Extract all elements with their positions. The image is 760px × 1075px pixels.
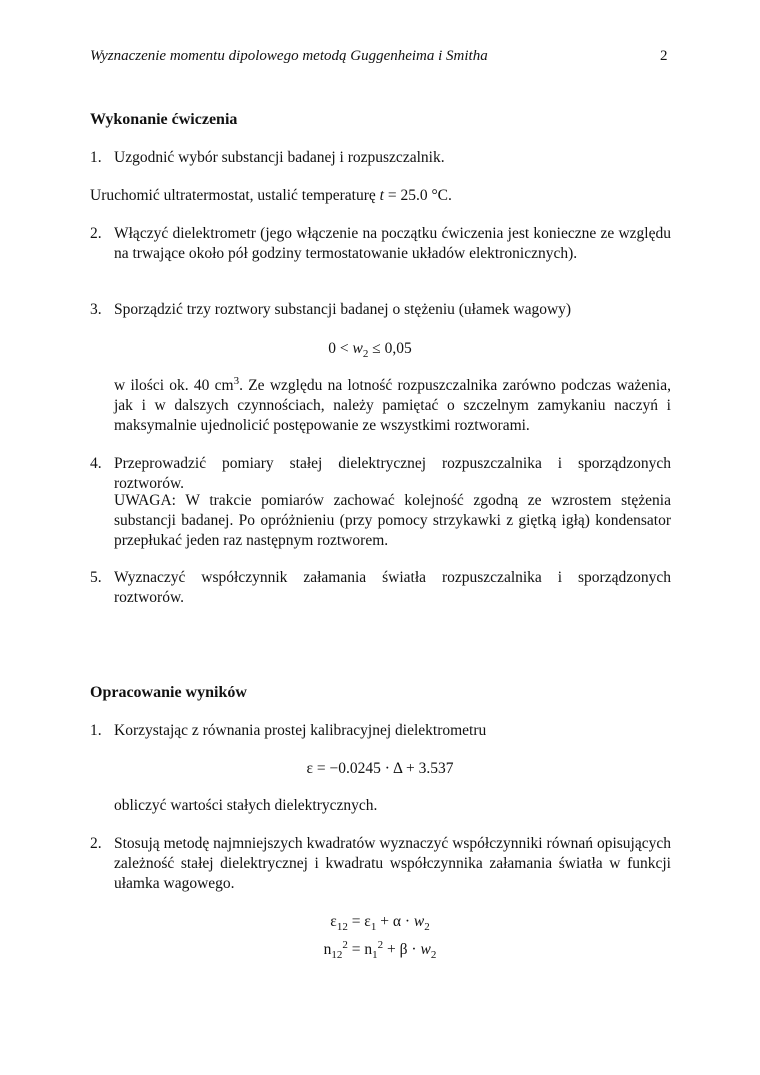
list-number: 1. [90,722,102,739]
list-item-text: Korzystając z równania prostej kalibracyjnej dielektrometru [114,722,487,739]
concentration-equation: $0 < w_2 \le 0,05$ [328,340,412,361]
running-header-title: Wyznaczenie momentu dipolowego metodą Guggenheima i Smitha [90,48,488,64]
list-number: 3. [90,301,102,318]
warning-note: UWAGA: W trakcie pomiarów zachować kolejność zgodną ze wzrostem stężenia substancji badanej. Po opróżnieniu (przy pomocy strzykawki z giętką igłą) kondensator przepłukać jeden raz następnym roztworem. [114,492,671,549]
list-number: 1. [90,149,102,166]
list-item-text: Uzgodnić wybór substancji badanej i rozpuszczalnik. [114,149,445,166]
list-number: 5. [90,569,102,586]
list-number: 4. [90,455,102,472]
list-number: 2. [90,835,102,852]
thermostat-instruction: Uruchomić ultratermostat, ustalić temperaturę t = 25.0 °C. [90,187,452,204]
list-item-text: Wyznaczyć współczynnik załamania światła rozpuszczalnika i sporządzonych roztworów. [114,569,671,606]
permittivity-equation: $\varepsilon_{12} = \varepsilon_1 + \alpha \cdot w_2$ [330,913,430,934]
page-number: 2 [660,48,668,64]
list-item-text: Włączyć dielektrometr (jego włączenie na początku ćwiczenia jest konieczne ze względu na trwające około pół godziny termostatowanie układów elektronicznych). [114,225,671,262]
list-item-text: Sporządzić trzy roztwory substancji badanej o stężeniu (ułamek wagowy) [114,301,572,318]
section-heading-results: Opracowanie wyników [90,684,247,701]
section-heading-procedure: Wykonanie ćwiczenia [90,111,238,128]
list-item-text: Przeprowadzić pomiary stałej dielektrycznej rozpuszczalnika i sporządzonych roztworów. [114,455,671,492]
temperature-variable: t [379,187,384,204]
calibration-equation: ε = −0.0245 · Δ + 3.537 [306,760,454,777]
list-item-text: Stosują metodę najmniejszych kwadratów wyznaczyć współczynniki równań opisujących zależność stałej dielektrycznej i kwadratu współczynnika załamania światła w funkcji ułamka wagowego. [114,835,671,892]
list-number: 2. [90,225,102,242]
list-item-continuation: w ilości ok. 40 $cm^3$. Ze względu na lotność rozpuszczalnika zarówno podczas ważenia, jak i w dalszych czynnościach, należy pamiętać o szczelnym zamykaniu naczyń i maksymalnie ujednolicić postępowanie ze wszystkimi roztworami. [114,374,671,434]
refractive-index-equation: $n_{12}^2 = n_1^2 + \beta \cdot w_2$ [323,938,437,962]
list-item-continuation: obliczyć wartości stałych dielektrycznych. [114,797,378,814]
